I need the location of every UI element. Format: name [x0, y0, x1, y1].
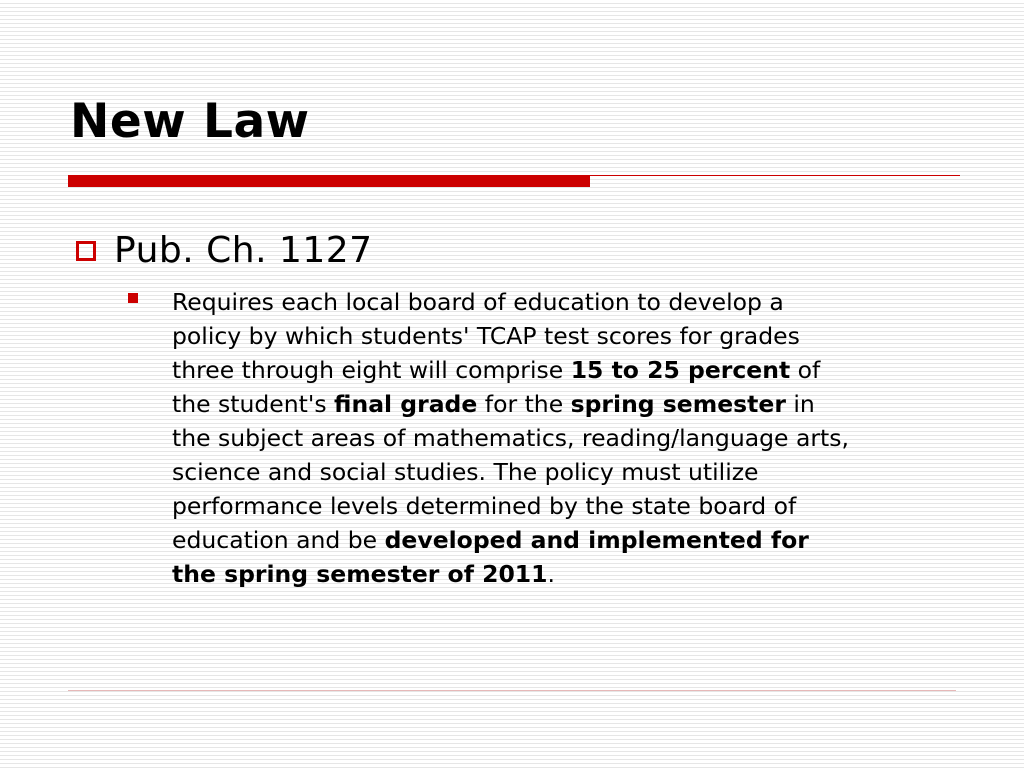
emphasis-spring-semester: spring semester [570, 390, 786, 418]
slide-title: New Law [70, 94, 310, 149]
text-line: the spring semester of 2011. [172, 560, 555, 588]
emphasis-2011: the spring semester of 2011 [172, 560, 548, 588]
emphasis-developed: developed and implemented for [384, 526, 809, 554]
text-line: education and be developed and implemented for [172, 526, 809, 554]
text-line: the subject areas of mathematics, reading/language arts, [172, 424, 849, 452]
hollow-square-icon [76, 241, 96, 261]
text-line: performance levels determined by the state board of [172, 492, 797, 520]
text-line: the student's final grade for the spring semester in [172, 390, 815, 418]
emphasis-percent: 15 to 25 percent [570, 356, 791, 384]
title-underline-thin [590, 175, 960, 176]
text-line: Requires each local board of education to develop a [172, 288, 784, 316]
text-line: three through eight will comprise 15 to 25 percent of [172, 356, 821, 384]
title-underline-thick [68, 175, 590, 187]
emphasis-final-grade: final grade [334, 390, 478, 418]
footer-divider [68, 690, 956, 691]
bullet-level-2-text [172, 285, 1008, 591]
text-line: policy by which students' TCAP test scores for grades [172, 322, 800, 350]
bullet-level-1-text: Pub. Ch. 1127 [114, 230, 373, 271]
bullet-level-1 [76, 228, 373, 274]
solid-square-icon [128, 293, 138, 303]
text-line: science and social studies. The policy must utilize [172, 458, 759, 486]
